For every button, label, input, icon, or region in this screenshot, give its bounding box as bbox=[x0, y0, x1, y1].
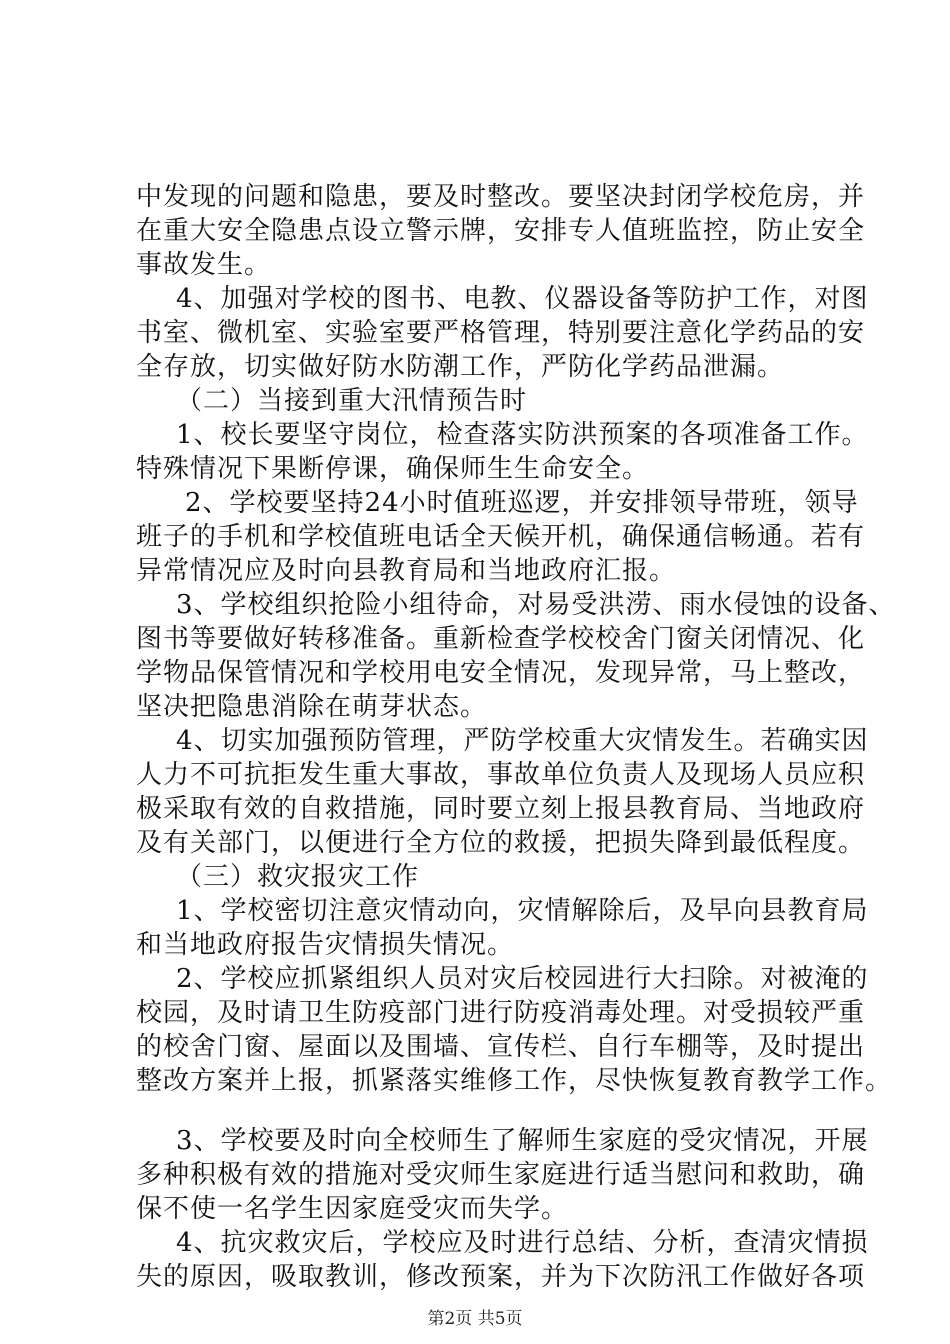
page-footer: 第2页 共5页 bbox=[427, 1309, 523, 1329]
paragraph-line: 中发现的问题和隐患，要及时整改。要坚决封闭学校危房，并 bbox=[136, 182, 866, 212]
paragraph-line: 保不使一名学生因家庭受灾而失学。 bbox=[136, 1194, 569, 1224]
paragraph-line: 全存放，切实做好防水防潮工作，严防化学药品泄漏。 bbox=[136, 352, 785, 382]
paragraph-line: 2、学校要坚持24小时值班巡逻，并安排领导带班，领导 bbox=[185, 488, 859, 518]
paragraph-line: 4、抗灾救灾后，学校应及时进行总结、分析，查清灾情损 bbox=[176, 1228, 869, 1258]
paragraph-line: 4、加强对学校的图书、电教、仪器设备等防护工作，对图 bbox=[176, 284, 869, 314]
paragraph-line: 2、学校应抓紧组织人员对灾后校园进行大扫除。对被淹的 bbox=[176, 964, 869, 994]
paragraph-line: 失的原因，吸取教训，修改预案，并为下次防汛工作做好各项 bbox=[136, 1262, 866, 1292]
paragraph-line: 整改方案并上报，抓紧落实维修工作，尽快恢复教育教学工作。 bbox=[136, 1066, 893, 1096]
section-heading: （二）当接到重大汛情预告时 bbox=[176, 386, 528, 416]
paragraph-line: 1、学校密切注意灾情动向，灾情解除后，及早向县教育局 bbox=[176, 896, 869, 926]
paragraph-line: 及有关部门，以便进行全方位的救援，把损失降到最低程度。 bbox=[136, 828, 866, 858]
paragraph-line: 人力不可抗拒发生重大事故，事故单位负责人及现场人员应积 bbox=[136, 760, 866, 790]
paragraph-line: 极采取有效的自救措施，同时要立刻上报县教育局、当地政府 bbox=[136, 794, 866, 824]
paragraph-line: 学物品保管情况和学校用电安全情况，发现异常，马上整改， bbox=[136, 658, 866, 688]
paragraph-line: 图书等要做好转移准备。重新检查学校校舍门窗关闭情况、化 bbox=[136, 624, 866, 654]
paragraph-line: 班子的手机和学校值班电话全天候开机，确保通信畅通。若有 bbox=[136, 522, 866, 552]
section-heading: （三）救灾报灾工作 bbox=[176, 862, 420, 892]
paragraph-line: 3、学校组织抢险小组待命，对易受洪涝、雨水侵蚀的设备、 bbox=[176, 590, 896, 620]
paragraph-line: 多种积极有效的措施对受灾师生家庭进行适当慰问和救助，确 bbox=[136, 1160, 866, 1190]
paragraph-line: 特殊情况下果断停课，确保师生生命安全。 bbox=[136, 454, 650, 484]
paragraph-line: 异常情况应及时向县教育局和当地政府汇报。 bbox=[136, 556, 677, 586]
paragraph-line: 校园，及时请卫生防疫部门进行防疫消毒处理。对受损较严重 bbox=[136, 998, 866, 1028]
paragraph-line: 4、切实加强预防管理，严防学校重大灾情发生。若确实因 bbox=[176, 726, 869, 756]
paragraph-line: 书室、微机室、实验室要严格管理，特别要注意化学药品的安 bbox=[136, 318, 866, 348]
paragraph-line: 和当地政府报告灾情损失情况。 bbox=[136, 930, 515, 960]
paragraph-line: 的校舍门窗、屋面以及围墙、宣传栏、自行车棚等，及时提出 bbox=[136, 1032, 866, 1062]
paragraph-line: 3、学校要及时向全校师生了解师生家庭的受灾情况，开展 bbox=[176, 1126, 869, 1156]
paragraph-line: 事故发生。 bbox=[136, 250, 272, 280]
paragraph-line: 1、校长要坚守岗位，检查落实防洪预案的各项准备工作。 bbox=[176, 420, 869, 450]
paragraph-line: 在重大安全隐患点设立警示牌，安排专人值班监控，防止安全 bbox=[136, 216, 866, 246]
paragraph-line: 坚决把隐患消除在萌芽状态。 bbox=[136, 692, 488, 722]
